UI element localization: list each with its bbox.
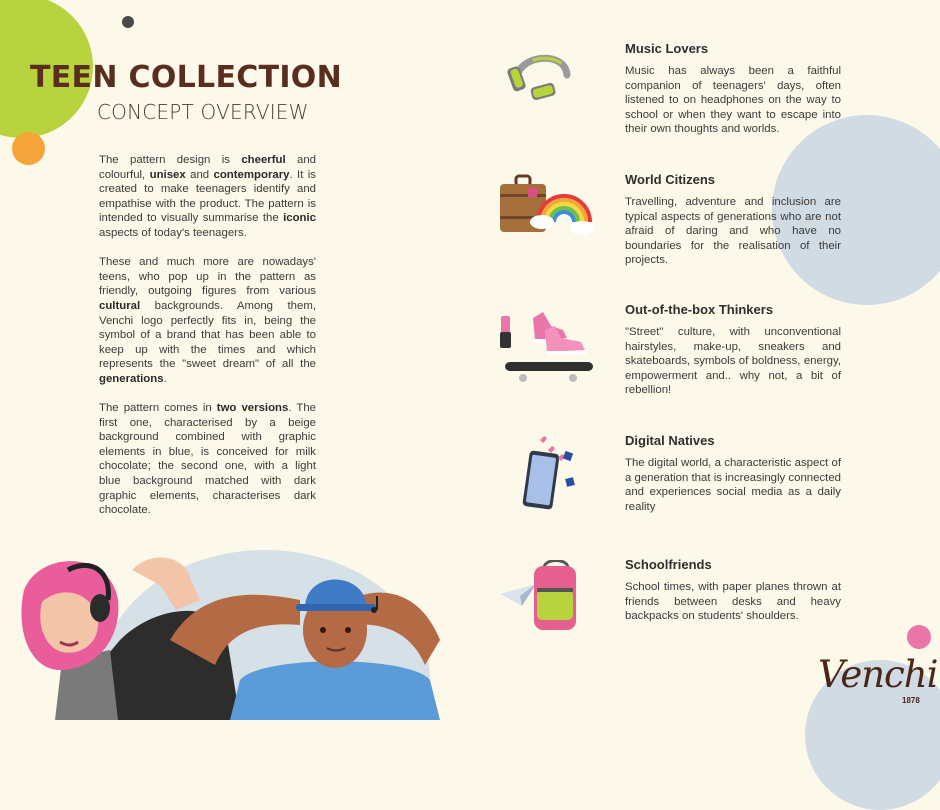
venchi-logo: Venchi	[818, 653, 938, 696]
suitcase-rainbow-icon	[498, 172, 596, 242]
feature-text: Music has always been a faithful companion of teenagers' days, often listened to on headphones on the way to school or when they want to escape into their own thoughts and worlds.	[625, 65, 841, 136]
feature-digital-natives	[625, 433, 841, 514]
intro-paragraph-2: These and much more are nowadays' teens, who pop up in the pattern as friendly, outgoing figures from various cultural backgrounds. Among them, Venchi logo perfectly fits in, being the symbol of a brand that has been able to keep up with the times and which represents the "sweet dream" of all the generations.	[99, 256, 316, 385]
intro-text	[99, 153, 316, 532]
page-title: TEEN COLLECTION	[30, 60, 342, 95]
feature-title: Music Lovers	[625, 41, 709, 56]
teenagers-illustration	[0, 530, 510, 720]
feature-out-of-the-box-thinkers	[625, 302, 841, 398]
smartphone-icon	[520, 434, 586, 512]
intro-paragraph-1: The pattern design is cheerful and colourful, unisex and contemporary. It is created to make teenagers identify and empathise with the product. The pattern is intended to visually summarise the iconic aspects of today's teenagers.	[99, 154, 317, 239]
feature-title: Schoolfriends	[625, 557, 712, 572]
feature-schoolfriends	[625, 557, 841, 624]
headphones-icon	[505, 45, 577, 107]
feature-world-citizens	[625, 172, 841, 268]
sneakers-skateboard-icon	[497, 308, 597, 390]
backpack-plane-icon	[498, 560, 582, 636]
venchi-logo-year: 1878	[902, 696, 920, 705]
feature-title: Out-of-the-box Thinkers	[625, 302, 774, 317]
feature-text: The digital world, a characteristic aspect of a generation that is increasingly connected and experiences social media as a daily reality	[625, 457, 841, 513]
pink-dot-decoration	[907, 625, 931, 649]
feature-text: "Street" culture, with unconventional hairstyles, make-up, sneakers and skateboards, symbols of boldness, energy, empowerment and.. why not, a bit of rebellion!	[625, 326, 841, 397]
orange-circle-decoration	[12, 132, 45, 165]
feature-text: Travelling, adventure and inclusion are typical aspects of generations who are not afraid of daring and who have no boundaries for the realisation of their projects.	[625, 196, 841, 267]
feature-text: School times, with paper planes thrown at friends between desks and heavy backpacks on students' shoulders.	[625, 581, 841, 623]
feature-title: World Citizens	[625, 172, 716, 187]
feature-title: Digital Natives	[625, 433, 715, 448]
page-subtitle: CONCEPT OVERVIEW	[97, 100, 309, 124]
dark-dot-decoration	[122, 16, 134, 28]
intro-paragraph-3: The pattern comes in two versions. The first one, characterised by a beige background combined with graphic elements in blue, is conceived for milk chocolate; the second one, with a light blue background matched with dark graphic elements, characterises dark chocolate.	[99, 402, 316, 517]
feature-music-lovers	[625, 41, 841, 137]
